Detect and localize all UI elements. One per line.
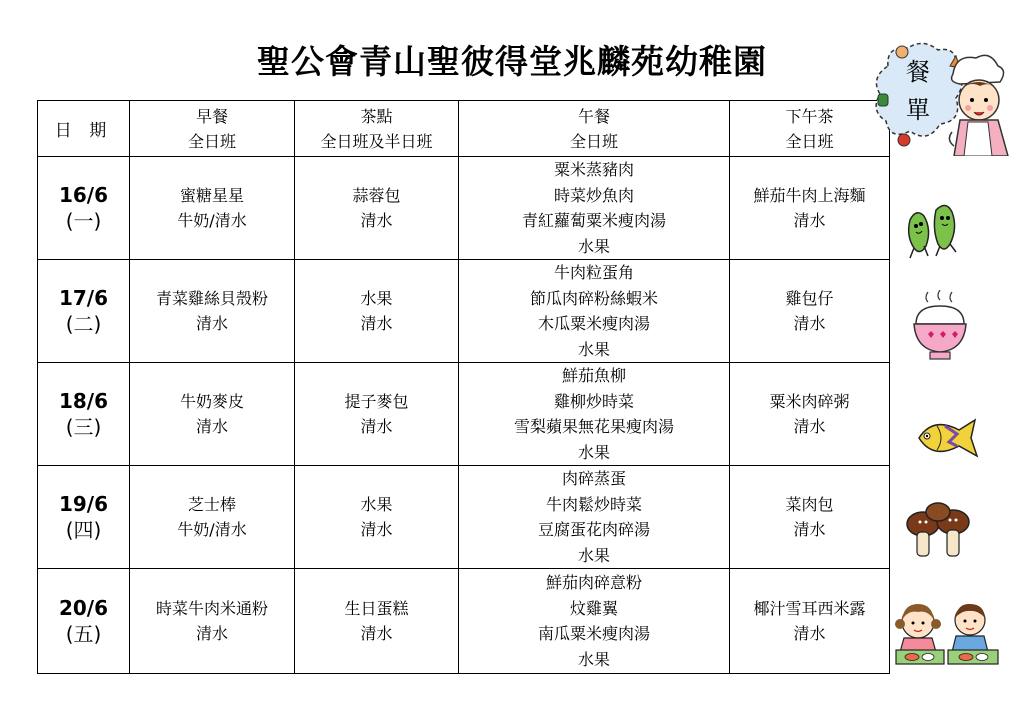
menu-table (37, 100, 890, 674)
menu-item: 清水 (793, 211, 826, 230)
menu-item: 清水 (793, 520, 826, 539)
menu-item: 雞柳炒時菜 (553, 391, 634, 411)
menu-item: 清水 (360, 417, 393, 436)
header-tea-title: 茶點 (360, 106, 393, 126)
menu-item: 鮮茄牛肉上海麵 (753, 185, 866, 205)
header-lunch (459, 101, 730, 157)
menu-item: 水果 (577, 649, 610, 669)
tea-cell (295, 157, 459, 260)
mushroom-icon (903, 500, 973, 562)
menu-item: 鮮茄魚柳 (561, 366, 626, 385)
date-cell (38, 569, 130, 674)
menu-item: 節瓜肉碎粉絲蝦米 (529, 288, 658, 308)
day-row (38, 466, 890, 569)
menu-item: 蒜蓉包 (352, 185, 401, 205)
lunch-cell (459, 569, 730, 674)
tea-cell (295, 466, 459, 569)
date-cell (38, 363, 130, 466)
header-afternoon (730, 101, 890, 157)
food-tray-icon (896, 650, 998, 664)
menu-item: 水果 (577, 339, 610, 359)
day-date: 19/6 (58, 492, 109, 516)
menu-item: 牛肉粒蛋角 (553, 263, 634, 282)
menu-item: 粟米蒸豬肉 (553, 160, 634, 179)
tea-cell (295, 363, 459, 466)
tea-cell (295, 569, 459, 674)
lunch-cell (459, 466, 730, 569)
header-breakfast-class: 全日班 (187, 131, 236, 151)
menu-item: 牛肉鬆炒時菜 (545, 494, 642, 514)
menu-item: 豆腐蛋花肉碎湯 (537, 520, 650, 539)
menu-item: 清水 (793, 624, 826, 643)
header-lunch-title: 午餐 (577, 106, 610, 126)
header-afternoon-class: 全日班 (785, 131, 834, 151)
afternoon-cell (730, 260, 890, 363)
header-breakfast (130, 101, 295, 157)
day-weekday: (二) (65, 312, 102, 336)
afternoon-cell (730, 363, 890, 466)
afternoon-cell (730, 569, 890, 674)
menu-item: 清水 (360, 211, 393, 230)
menu-item: 水果 (577, 545, 610, 565)
header-breakfast-title: 早餐 (195, 106, 228, 126)
child-boy-icon (952, 604, 988, 652)
menu-item: 清水 (360, 314, 393, 333)
day-row (38, 157, 890, 260)
day-weekday: (五) (65, 622, 102, 646)
day-row (38, 569, 890, 674)
menu-item: 蜜糖星星 (179, 185, 244, 205)
day-date: 20/6 (58, 596, 109, 620)
menu-item: 提子麥包 (344, 391, 409, 411)
menu-item: 清水 (195, 314, 228, 333)
menu-item: 清水 (360, 624, 393, 643)
header-tea-class: 全日班及半日班 (320, 131, 433, 151)
menu-item: 生日蛋糕 (344, 598, 409, 618)
menu-item: 肉碎蒸蛋 (561, 469, 626, 488)
day-row (38, 260, 890, 363)
header-lunch-class: 全日班 (569, 131, 618, 151)
menu-item: 粟米肉碎粥 (769, 391, 850, 411)
header-date (38, 101, 130, 157)
rice-bowl-icon (910, 290, 970, 364)
menu-item: 清水 (195, 417, 228, 436)
menu-item: 水果 (360, 288, 393, 308)
date-cell (38, 157, 130, 260)
breakfast-cell (130, 466, 295, 569)
menu-item: 椰汁雪耳西米露 (753, 598, 866, 618)
day-date: 16/6 (58, 183, 109, 207)
menu-item: 水果 (577, 442, 610, 462)
menu-item: 青菜雞絲貝殼粉 (155, 288, 268, 308)
afternoon-cell (730, 466, 890, 569)
menu-item: 水果 (360, 494, 393, 514)
menu-item: 清水 (793, 417, 826, 436)
day-date: 17/6 (58, 286, 109, 310)
breakfast-cell (130, 363, 295, 466)
header-row (38, 101, 890, 157)
menu-item: 木瓜粟米瘦肉湯 (537, 314, 650, 333)
menu-item: 時菜炒魚肉 (553, 185, 634, 205)
header-afternoon-title: 下午茶 (785, 106, 834, 126)
day-date: 18/6 (58, 389, 109, 413)
header-tea (295, 101, 459, 157)
fish-icon (913, 412, 981, 462)
badge-char-1: 餐 (906, 58, 930, 86)
badge-char-2: 單 (906, 96, 930, 124)
menu-item: 牛奶/清水 (177, 520, 247, 539)
page-title: 聖公會青山聖彼得堂兆麟苑幼稚園 (257, 42, 767, 81)
breakfast-cell (130, 260, 295, 363)
menu-item: 水果 (577, 236, 610, 256)
day-row (38, 363, 890, 466)
menu-item: 清水 (793, 314, 826, 333)
date-cell (38, 466, 130, 569)
child-girl-icon (895, 604, 941, 652)
menu-item: 牛奶麥皮 (179, 391, 244, 411)
menu-item: 牛奶/清水 (177, 211, 247, 230)
menu-item: 菜肉包 (785, 494, 834, 514)
menu-item: 鮮茄肉碎意粉 (545, 573, 642, 592)
lunch-cell (459, 157, 730, 260)
breakfast-cell (130, 157, 295, 260)
menu-item: 南瓜粟米瘦肉湯 (537, 624, 650, 643)
menu-badge-chef-illustration (868, 36, 1018, 156)
menu-item: 芝士棒 (187, 494, 236, 514)
date-cell (38, 260, 130, 363)
lunch-cell (459, 260, 730, 363)
afternoon-cell (730, 157, 890, 260)
menu-item: 清水 (195, 624, 228, 643)
peas-icon (902, 200, 966, 260)
menu-item: 炆雞翼 (569, 598, 618, 618)
header-date-label: 日 期 (54, 121, 113, 141)
day-weekday: (四) (65, 518, 102, 542)
day-weekday: (一) (65, 209, 102, 233)
menu-item: 青紅蘿蔔粟米瘦肉湯 (521, 211, 666, 230)
menu-item: 雪梨蘋果無花果瘦肉湯 (513, 417, 674, 436)
lunch-cell (459, 363, 730, 466)
day-weekday: (三) (65, 415, 102, 439)
breakfast-cell (130, 569, 295, 674)
menu-item: 清水 (360, 520, 393, 539)
menu-item: 時菜牛肉米通粉 (155, 598, 268, 618)
children-eating-icon (892, 598, 1002, 668)
tea-cell (295, 260, 459, 363)
menu-item: 雞包仔 (785, 288, 834, 308)
